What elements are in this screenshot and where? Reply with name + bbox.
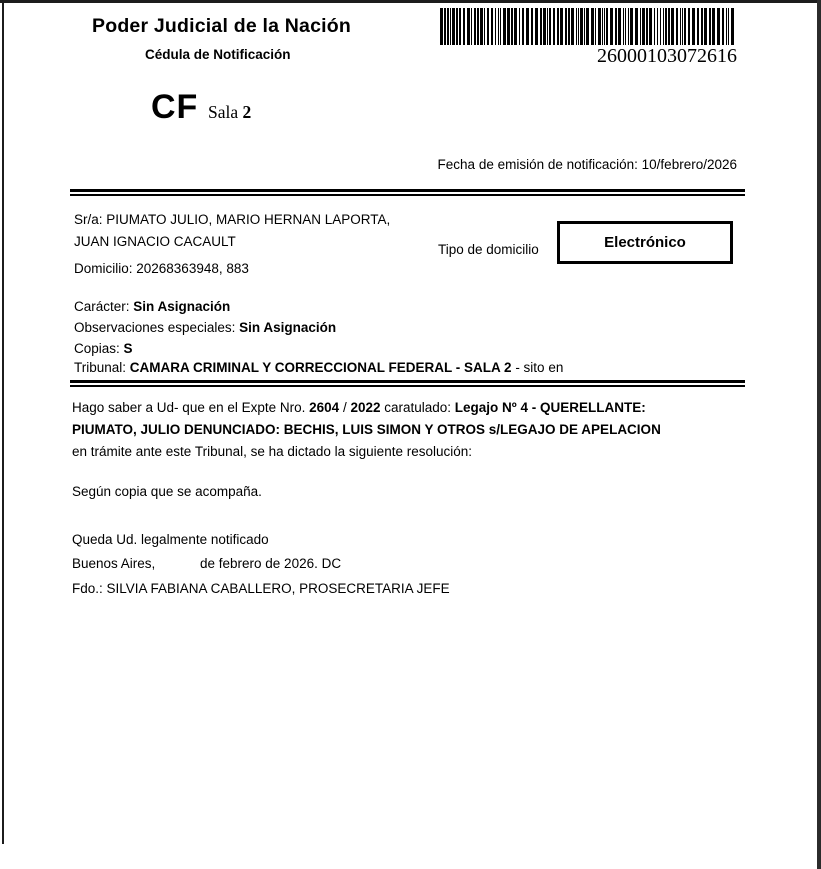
fuero-code: CF	[151, 88, 199, 126]
page-top-rule	[0, 0, 821, 3]
copy-note-line: Según copia que se acompaña.	[72, 484, 262, 499]
page-right-rule	[817, 0, 821, 869]
city-line: Buenos Aires,	[72, 556, 156, 571]
addressee-line-2: JUAN IGNACIO CACAULT	[74, 234, 236, 249]
caracter-line: Carácter: Sin Asignación	[74, 299, 231, 314]
section-divider-top	[70, 189, 745, 196]
addressee-line-1: Sr/a: PIUMATO JULIO, MARIO HERNAN LAPORTA,	[74, 212, 391, 227]
barcode	[440, 8, 737, 45]
signature-line: Fdo.: SILVIA FABIANA CABALLERO, PROSECRETARIA JEFE	[72, 581, 450, 596]
domicile-type-box: Electrónico	[557, 221, 733, 264]
notice-line-3: en trámite ante este Tribunal, se ha dictado la siguiente resolución:	[72, 444, 472, 459]
copias-line: Copias: S	[74, 341, 133, 356]
document-title: Cédula de Notificación	[145, 47, 291, 62]
tribunal-line: Tribunal: CAMARA CRIMINAL Y CORRECCIONAL FEDERAL - SALA 2 - sito en	[74, 360, 564, 375]
domicile-line: Domicilio: 20268363948, 883	[74, 261, 249, 276]
domicile-type-label: Tipo de domicilio	[438, 242, 539, 257]
emission-date-line: Fecha de emisión de notificación: 10/febrero/2026	[437, 157, 737, 172]
notified-line: Queda Ud. legalmente notificado	[72, 532, 269, 547]
date-line: de febrero de 2026. DC	[200, 556, 342, 571]
observaciones-line: Observaciones especiales: Sin Asignación	[74, 320, 337, 335]
section-divider-bottom	[70, 380, 745, 387]
page-left-rule	[2, 0, 4, 844]
org-title: Poder Judicial de la Nación	[92, 15, 351, 37]
notice-line-1: Hago saber a Ud- que en el Expte Nro. 2604 / 2022 caratulado: Legajo Nº 4 - QUERELLANTE:	[72, 400, 646, 415]
sala-label: Sala 2	[208, 102, 252, 122]
notice-line-2: PIUMATO, JULIO DENUNCIADO: BECHIS, LUIS SIMON Y OTROS s/LEGAJO DE APELACION	[72, 422, 661, 437]
barcode-number: 26000103072616	[597, 45, 737, 67]
